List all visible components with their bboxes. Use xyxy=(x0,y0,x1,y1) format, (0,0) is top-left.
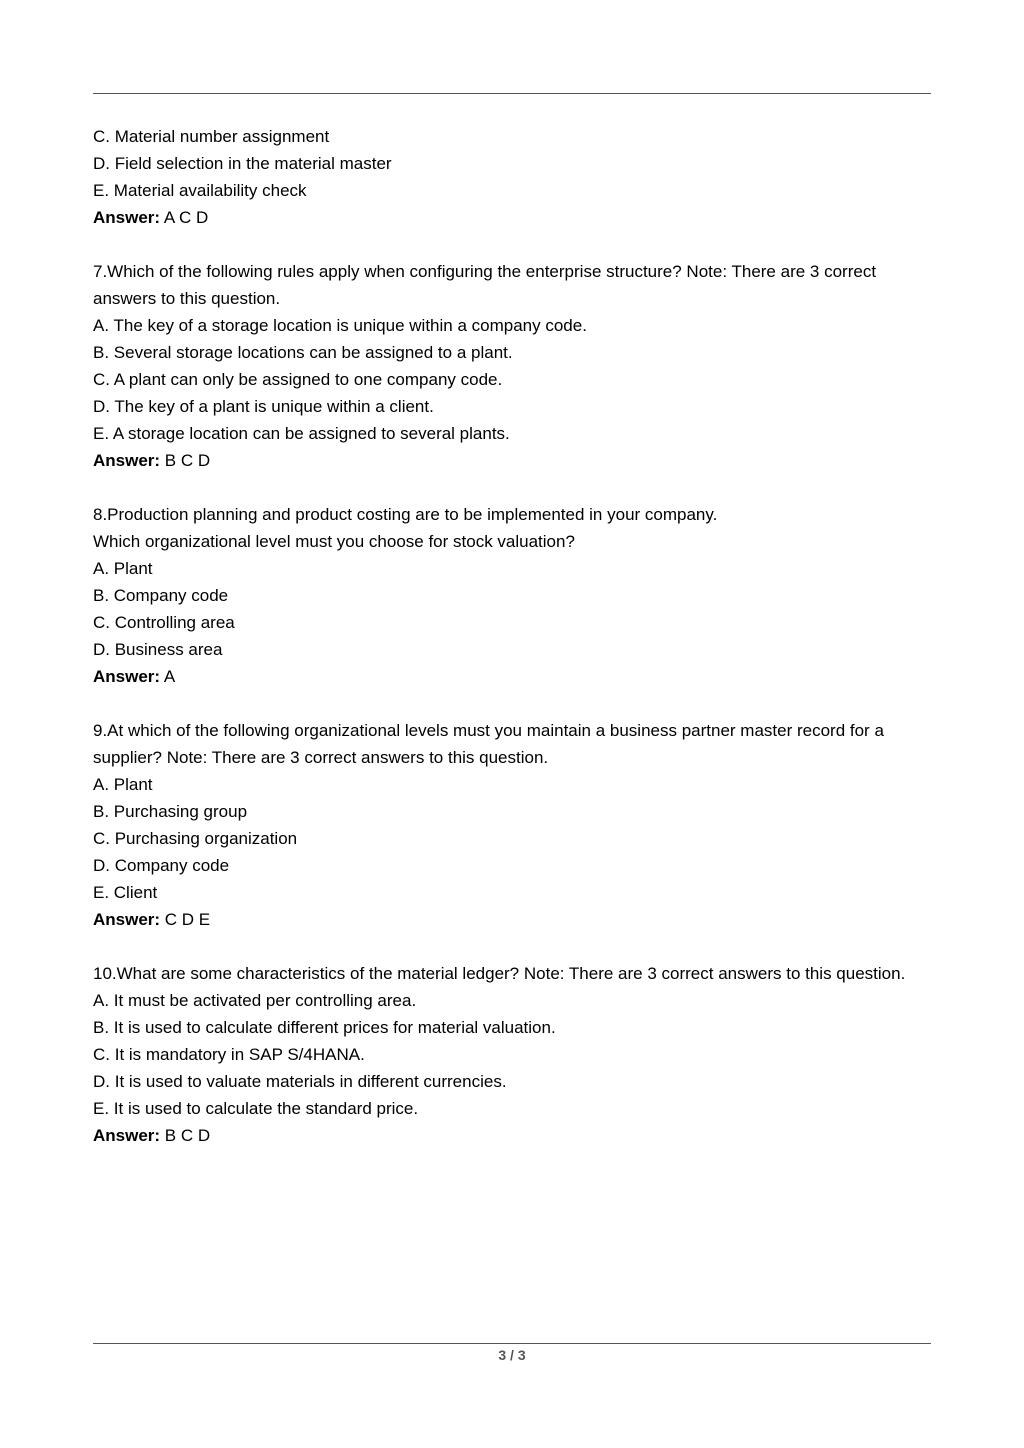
question-text: 7.Which of the following rules apply when configuring the enterprise structure? Note: There are 3 correct answers to this question. xyxy=(93,262,877,308)
answer-line xyxy=(93,1122,933,1149)
answer-option: E. Material availability check xyxy=(93,181,307,200)
answer-option: D. The key of a plant is unique within a client. xyxy=(93,397,434,416)
answer-line xyxy=(93,447,933,474)
answer-value: B C D xyxy=(160,451,211,470)
answer-option: D. Field selection in the material master xyxy=(93,154,392,173)
question-block xyxy=(93,501,933,690)
answer-label: Answer: xyxy=(93,910,161,929)
question-block xyxy=(93,717,933,933)
answer-option: B. Purchasing group xyxy=(93,802,248,821)
answer-option: D. It is used to valuate materials in different currencies. xyxy=(93,1072,507,1091)
answer-value: B C D xyxy=(160,1126,211,1145)
answer-option: A. Plant xyxy=(93,775,153,794)
question-block xyxy=(93,123,933,231)
answer-option: A. Plant xyxy=(93,559,153,578)
answer-option: C. Purchasing organization xyxy=(93,829,298,848)
header-divider xyxy=(93,93,931,94)
answer-option: B. It is used to calculate different prices for material valuation. xyxy=(93,1018,556,1037)
answer-option: E. It is used to calculate the standard price. xyxy=(93,1099,419,1118)
question-text: Which organizational level must you choose for stock valuation? xyxy=(93,532,575,551)
answer-option: C. A plant can only be assigned to one company code. xyxy=(93,370,503,389)
answer-line xyxy=(93,663,933,690)
document-body xyxy=(93,123,933,1176)
answer-value: C D E xyxy=(160,910,211,929)
question-block xyxy=(93,258,933,474)
answer-label: Answer: xyxy=(93,1126,161,1145)
answer-value: A xyxy=(160,667,176,686)
answer-option: A. The key of a storage location is unique within a company code. xyxy=(93,316,587,335)
answer-option: C. Controlling area xyxy=(93,613,235,632)
question-block xyxy=(93,960,933,1149)
answer-option: C. Material number assignment xyxy=(93,127,330,146)
answer-label: Answer: xyxy=(93,451,161,470)
answer-label: Answer: xyxy=(93,208,161,227)
question-text: 8.Production planning and product costing are to be implemented in your company. xyxy=(93,505,718,524)
answer-line xyxy=(93,204,933,231)
answer-option: B. Several storage locations can be assigned to a plant. xyxy=(93,343,513,362)
answer-option: A. It must be activated per controlling area. xyxy=(93,991,417,1010)
answer-value: A C D xyxy=(160,208,209,227)
answer-option: E. Client xyxy=(93,883,158,902)
question-text: 9.At which of the following organizational levels must you maintain a business partner master record for a supplier? Note: There are 3 correct answers to this question. xyxy=(93,721,884,767)
answer-line xyxy=(93,906,933,933)
answer-option: C. It is mandatory in SAP S/4HANA. xyxy=(93,1045,365,1064)
answer-option: D. Company code xyxy=(93,856,230,875)
answer-option: B. Company code xyxy=(93,586,229,605)
page-number: 3 / 3 xyxy=(498,1347,526,1363)
answer-option: E. A storage location can be assigned to several plants. xyxy=(93,424,510,443)
answer-label: Answer: xyxy=(93,667,161,686)
answer-option: D. Business area xyxy=(93,640,223,659)
question-text: 10.What are some characteristics of the material ledger? Note: There are 3 correct answers to this question. xyxy=(93,964,906,983)
footer-divider xyxy=(93,1343,931,1344)
